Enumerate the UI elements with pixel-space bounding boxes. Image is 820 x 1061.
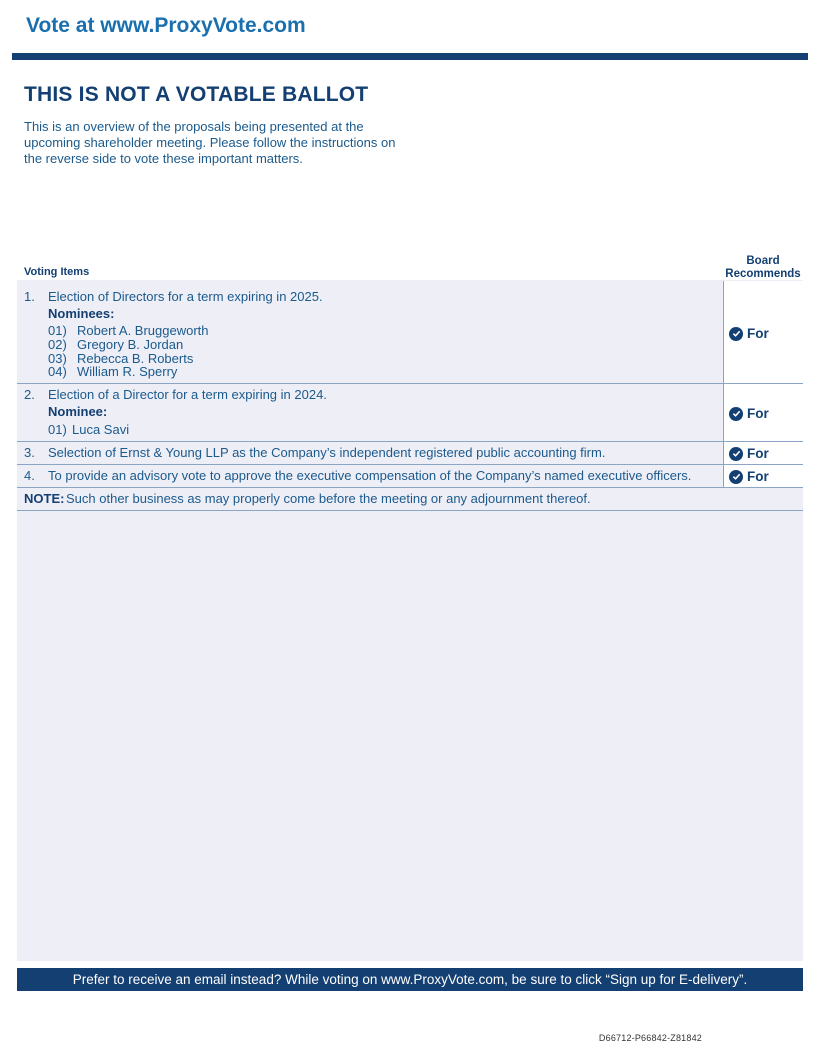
recommendation-cell: [723, 281, 804, 383]
intro-text: [24, 119, 424, 167]
nominee-number: 03): [48, 351, 67, 366]
recommendation: [729, 446, 769, 461]
intro-line: the reverse side to vote these important matters.: [24, 151, 303, 166]
nominee: [48, 365, 177, 379]
document-code: D66712-P66842-Z81842: [598, 1033, 702, 1043]
check-circle-icon: [729, 447, 743, 461]
board-label-line: Recommends: [725, 268, 801, 280]
recommendation-cell: [723, 442, 804, 464]
nominee-name: William R. Sperry: [77, 364, 178, 379]
check-circle-icon: [729, 407, 743, 421]
item-number: 1.: [24, 289, 35, 304]
item-text: Election of Directors for a term expiring in 2025.: [48, 289, 323, 304]
nominee-name: Rebecca B. Roberts: [77, 351, 194, 366]
recommendation-cell: [723, 384, 804, 441]
recommendation-label: For: [747, 406, 769, 421]
item-text: Election of a Director for a term expiring in 2024.: [48, 387, 327, 402]
voting-item-row-4: [17, 465, 803, 488]
recommendation-label: For: [747, 446, 769, 461]
nominee-number: 02): [48, 337, 67, 352]
header-divider: [12, 53, 808, 60]
edelivery-banner: [17, 968, 803, 991]
nominee-name: Gregory B. Jordan: [77, 337, 184, 352]
recommendation-label: For: [747, 326, 769, 341]
header-title[interactable]: Vote at www.ProxyVote.com: [26, 14, 306, 37]
intro-line: upcoming shareholder meeting. Please follow the instructions on: [24, 135, 396, 150]
nominee: [48, 423, 129, 437]
board-label-line: Board: [746, 255, 780, 267]
nominee-name: Luca Savi: [72, 422, 130, 437]
item-number: 3.: [24, 445, 35, 460]
intro-line: This is an overview of the proposals being presented at the: [24, 119, 364, 134]
recommendation-cell: [723, 465, 804, 487]
note-label: NOTE:: [24, 491, 65, 506]
recommendation: [729, 469, 769, 484]
nominee-number: 01): [48, 323, 67, 338]
item-text: To provide an advisory vote to approve the executive compensation of the Company’s named executive officers.: [48, 468, 692, 483]
ballot-heading: THIS IS NOT A VOTABLE BALLOT: [24, 83, 369, 106]
recommendation-label: For: [747, 469, 769, 484]
check-circle-icon: [729, 470, 743, 484]
item-number: 4.: [24, 468, 35, 483]
nominee: [48, 338, 183, 352]
board-recommends-header: [722, 255, 804, 281]
recommendation: [729, 326, 769, 341]
nominee-number: 01): [48, 422, 67, 437]
item-number: 2.: [24, 387, 35, 402]
nominee-label: Nominee:: [48, 404, 108, 419]
nominees-label: Nominees:: [48, 306, 115, 321]
nominee-name: Robert A. Bruggeworth: [77, 323, 209, 338]
recommendation: [729, 406, 769, 421]
nominee-number: 04): [48, 364, 67, 379]
check-circle-icon: [729, 327, 743, 341]
nominee: [48, 324, 209, 338]
voting-item-row-1: [17, 281, 803, 384]
voting-item-row-3: [17, 442, 803, 465]
edelivery-text: Prefer to receive an email instead? While voting on www.ProxyVote.com, be sure to click “Sign up for E-delivery”.: [72, 972, 748, 987]
note-text: Such other business as may properly come before the meeting or any adjournment thereof.: [66, 491, 591, 506]
voting-item-row-2: [17, 384, 803, 442]
item-text: Selection of Ernst & Young LLP as the Company’s independent registered public accounting firm.: [48, 445, 606, 460]
voting-items-header: Voting Items: [24, 266, 90, 278]
note-row: [17, 488, 803, 511]
